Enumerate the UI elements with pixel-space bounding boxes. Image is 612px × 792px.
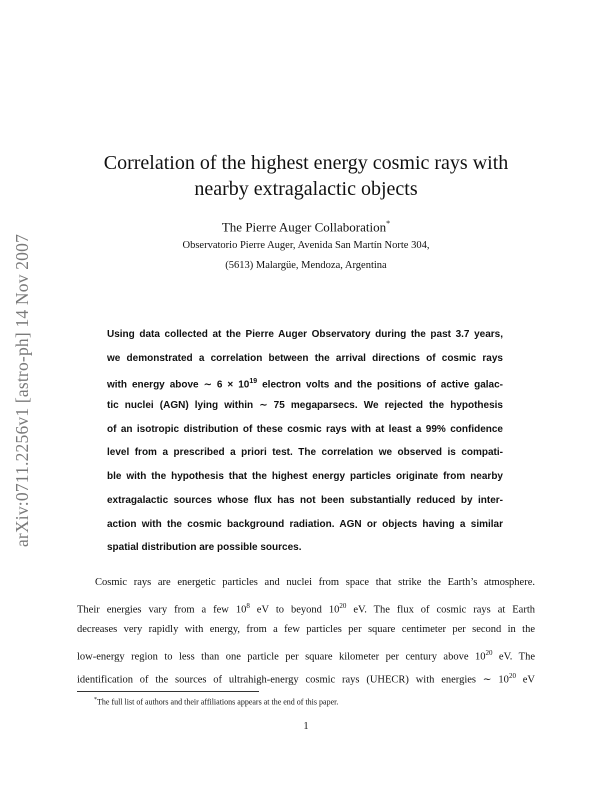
arxiv-identifier: arXiv:0711.2256v1 [astro-ph] 14 Nov 2007 (12, 233, 33, 547)
body-exponent: 20 (508, 672, 516, 681)
body-text: identification of the sources of ultrahigh-energy cosmic rays (UHECR) with energies ∼ 10 (77, 674, 509, 686)
author-footnote-marker: * (386, 219, 391, 228)
title-line-2: nearby extragalactic objects (194, 178, 418, 200)
paper-title (60, 150, 552, 202)
abstract-line: spatial distribution are possible sources. (107, 542, 302, 554)
body-text: low-energy region to less than one particle per square kilometer per century above 10 (77, 651, 486, 663)
body-text: eV. The flux of cosmic rays at Earth (346, 604, 535, 616)
abstract-exponent: 19 (249, 378, 258, 386)
footnote-text: The full list of authors and their affiliations appears at the end of this paper. (97, 697, 339, 707)
abstract-text: electron volts and the positions of active galac- (257, 379, 503, 391)
abstract-line: action with the cosmic background radiation. AGN or objects having a similar (107, 518, 503, 530)
page-number: 1 (303, 721, 309, 732)
body-exponent: 20 (339, 601, 347, 610)
abstract-line: Using data collected at the Pierre Auger Observatory during the past 3.7 years, (107, 329, 503, 340)
footnote-divider (77, 691, 259, 692)
body-text: eV. The (492, 651, 536, 663)
body-paragraph (77, 571, 535, 689)
footnote (94, 694, 338, 709)
body-exponent: 8 (246, 601, 250, 610)
arxiv-side-stamp (9, 210, 37, 570)
body-text: eV (515, 674, 535, 686)
footnote-marker: * (94, 697, 97, 703)
affiliation (60, 236, 552, 276)
author-list (60, 215, 552, 236)
abstract-line: extragalactic sources whose flux has not been substantially reduced by inter- (107, 494, 503, 506)
body-exponent: 20 (485, 648, 493, 657)
body-line (77, 595, 535, 619)
abstract-line: we demonstrated a correlation between the arrival directions of cosmic rays (107, 352, 503, 364)
abstract (107, 323, 503, 560)
affiliation-line-1: Observatorio Pierre Auger, Avenida San Martín Norte 304, (182, 240, 430, 251)
body-line (77, 665, 535, 689)
abstract-line: ble with the hypothesis that the highest energy particles originate from nearby (107, 471, 503, 483)
body-line: Cosmic rays are energetic particles and nuclei from space that strike the Earth’s atmosphere. (95, 577, 535, 588)
affiliation-line-2: (5613) Malargüe, Mendoza, Argentina (225, 260, 387, 271)
abstract-line: tic nuclei (AGN) lying within ∼ 75 megaparsecs. We rejected the hypothesis (107, 400, 503, 412)
author-name: The Pierre Auger Collaboration (221, 219, 387, 235)
abstract-line: of an isotropic distribution of these cosmic rays with at least a 99% confidence (107, 423, 503, 435)
body-line: decreases very rapidly with energy, from a few particles per square centimeter per second in the (77, 624, 535, 636)
body-text: Their energies vary from a few 10 (77, 604, 247, 616)
abstract-text: with energy above ∼ 6 × 10 (107, 379, 250, 391)
title-line-1: Correlation of the highest energy cosmic rays with (103, 152, 509, 174)
body-line (77, 642, 535, 666)
abstract-line (107, 370, 503, 394)
body-text: eV to beyond 10 (249, 604, 340, 616)
abstract-line: level from a prescribed a priori test. The correlation we observed is compati- (107, 447, 503, 459)
